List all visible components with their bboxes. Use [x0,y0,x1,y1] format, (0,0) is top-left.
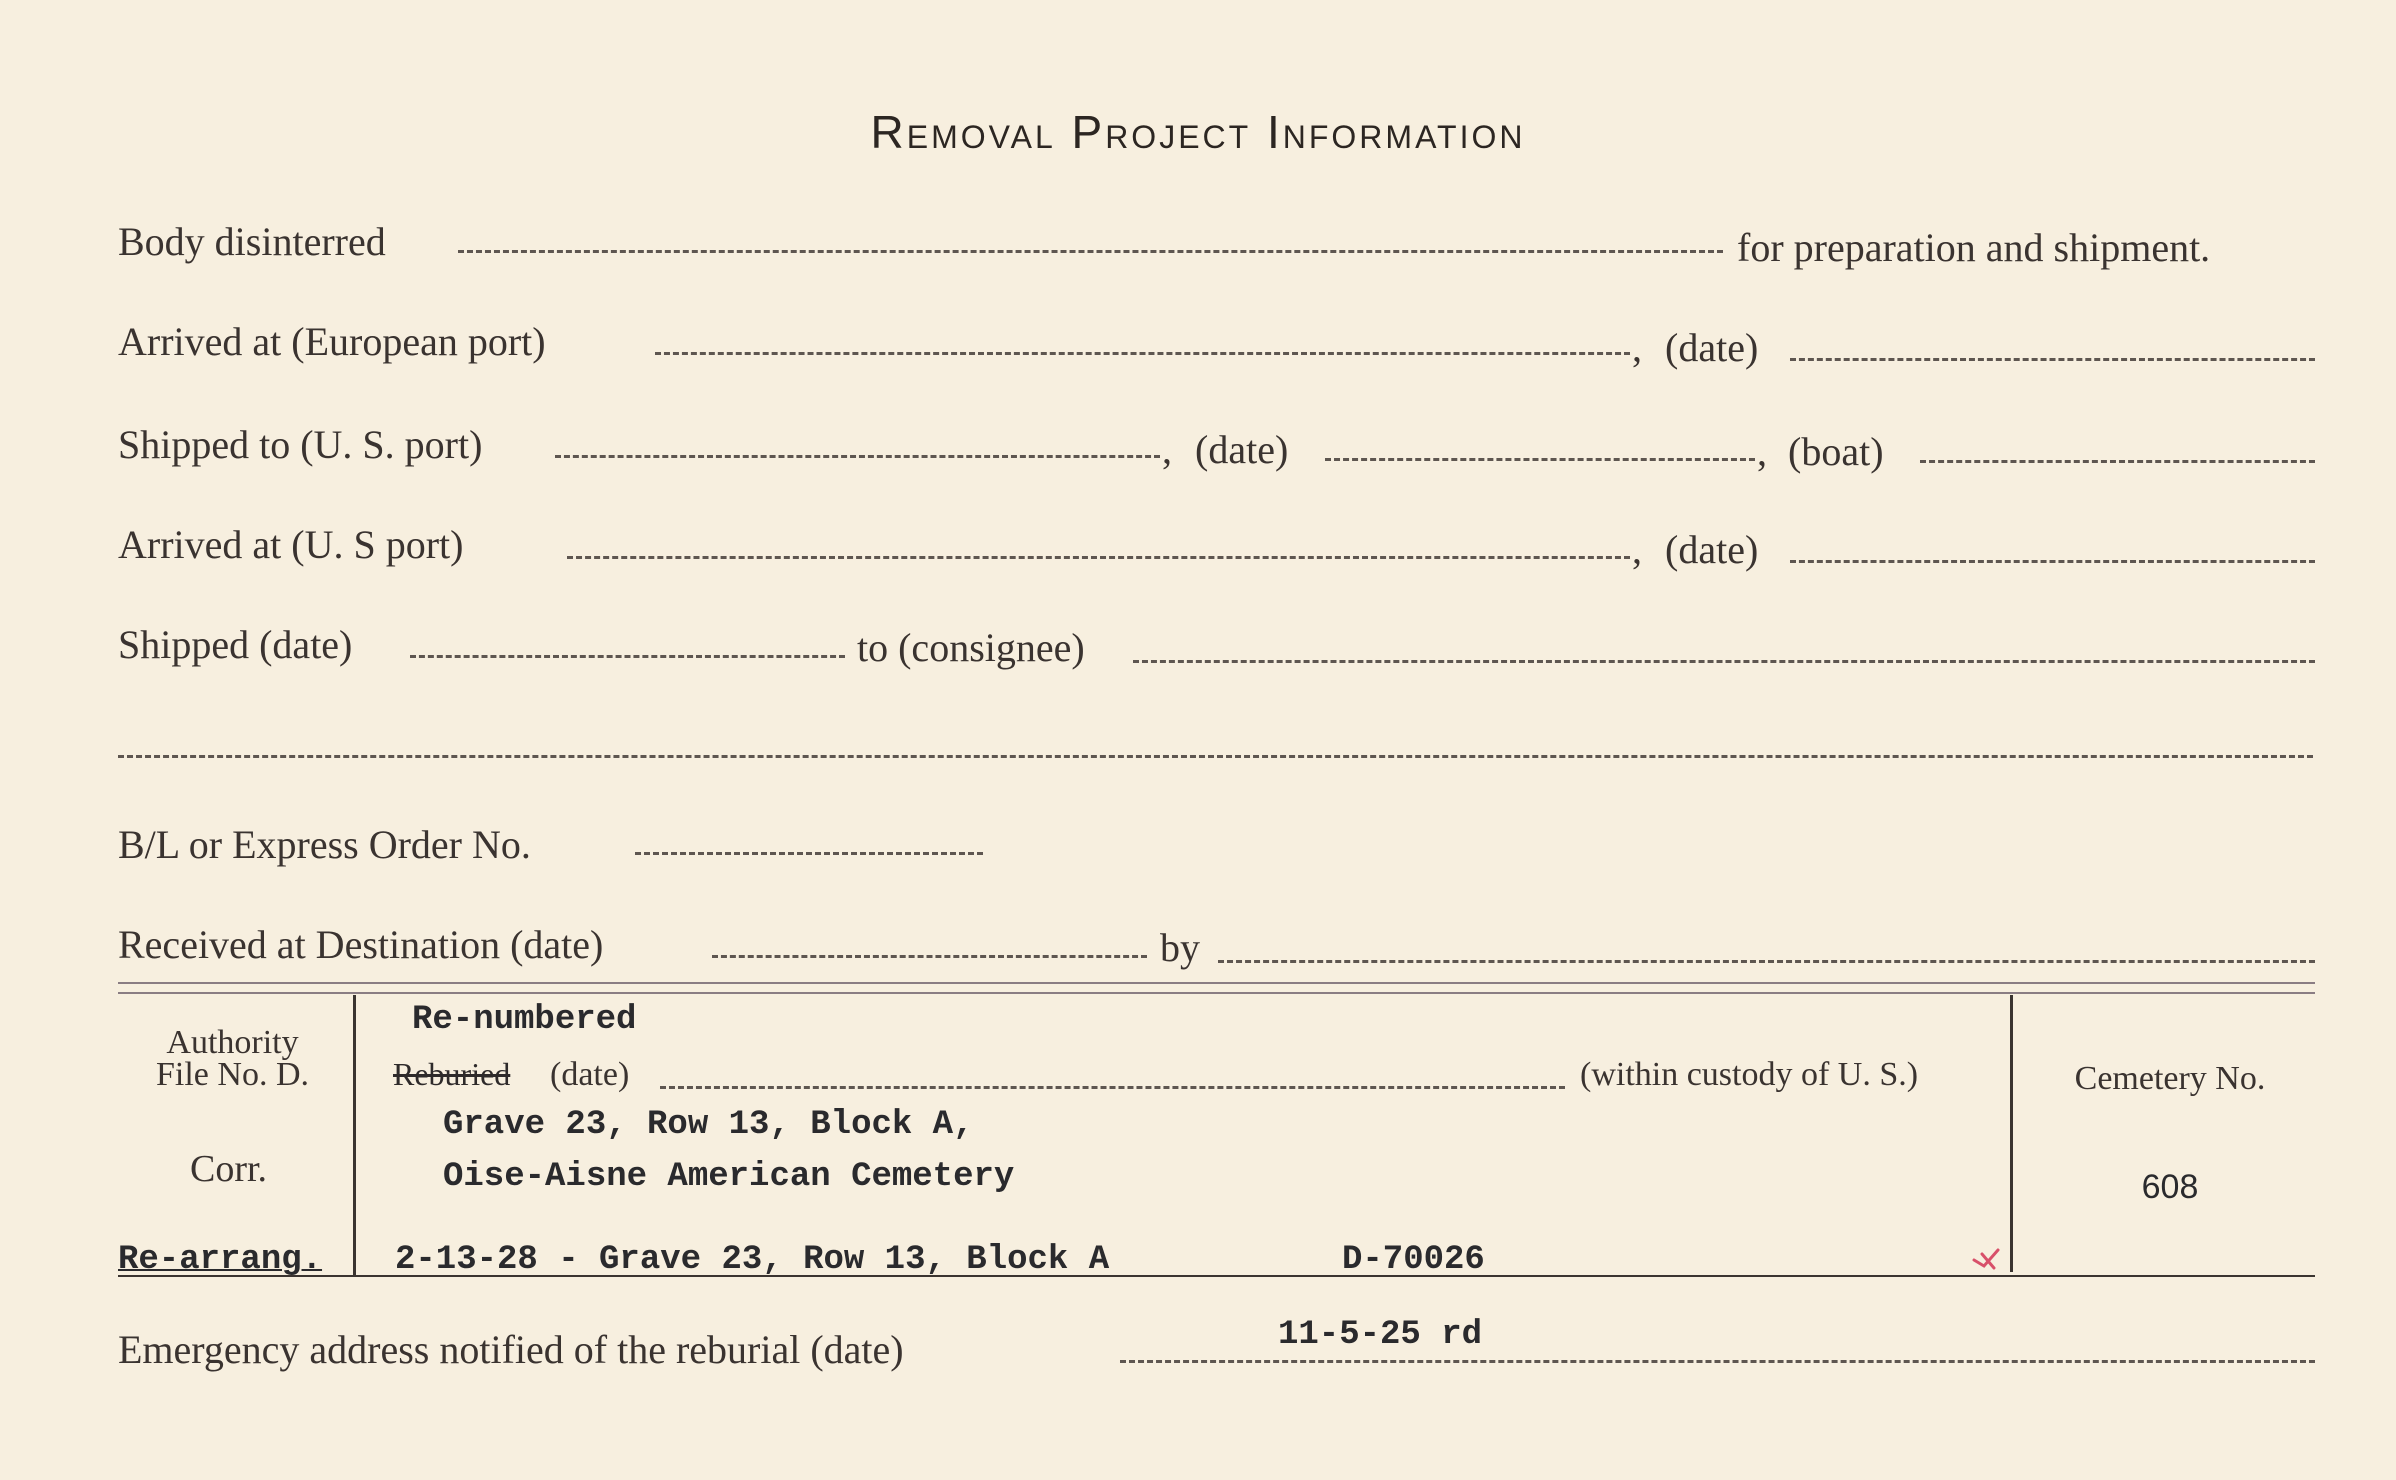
cemetery-no-value: 608 [2141,1168,2199,1206]
file-no-d-label: File No. D. [156,1056,309,1093]
shipped-date-field [410,655,845,658]
shipped-us-port-field [555,455,1160,458]
arrived-european-port-label: Arrived at (European port) [118,319,546,364]
arrived-us-port-label: Arrived at (U. S port) [118,522,464,567]
arrived-us-port-field [567,556,1630,559]
card-title: Removal Project Information [870,106,1526,158]
arrived-us-date-label: (date) [1665,527,1759,572]
received-destination-field [712,955,1147,958]
box-date-field [660,1086,1565,1089]
within-custody-label: (within custody of U. S.) [1580,1056,1919,1093]
rearrangement-file-no: D-70026 [1342,1241,1485,1279]
comma-4: , [1632,527,1642,572]
arrived-european-port-field [655,352,1630,355]
cemetery-name-typed: Oise-Aisne American Cemetery [443,1158,1015,1196]
comma-2: , [1162,427,1172,472]
authority-label: Authority [166,1024,299,1061]
boat-field [1920,460,2315,463]
emergency-date-typed: 11-5-25 rd [1278,1316,1483,1354]
box-right-divider [2010,995,2013,1272]
pencil-check-mark [1972,1246,2002,1270]
box-left-divider [353,995,356,1277]
to-consignee-label: to (consignee) [857,625,1085,670]
comma-1: , [1632,325,1642,370]
rearrangement-text: 2-13-28 - Grave 23, Row 13, Block A [395,1241,1110,1279]
consignee-field [1133,660,2315,663]
body-disinterred-field [458,250,1723,253]
consignee-continuation-field [118,755,2313,758]
arrived-us-date-field [1790,560,2315,563]
comma-3: , [1757,429,1767,474]
bl-express-field [635,852,983,855]
for-preparation-label: for preparation and shipment. [1737,225,2211,270]
emergency-address-label: Emergency address notified of the reburial (date) [118,1327,904,1372]
cemetery-no-label: Cemetery No. [2074,1060,2266,1097]
shipped-us-date-field [1325,458,1755,461]
bl-express-label: B/L or Express Order No. [118,822,531,867]
grave-location-typed: Grave 23, Row 13, Block A, [443,1106,974,1144]
received-by-field [1218,960,2315,963]
body-disinterred-label: Body disinterred [118,219,386,264]
renumbered-typed: Re-numbered [412,1001,637,1039]
box-top-rule-2 [118,992,2315,994]
rearrangement-label: Re-arrang. [118,1241,323,1279]
by-label: by [1160,925,1200,970]
arrived-european-date-field [1790,358,2315,361]
emergency-date-field [1120,1360,2315,1363]
received-destination-label: Received at Destination (date) [118,922,604,967]
shipped-date-label: Shipped (date) [118,622,353,667]
box-top-rule [118,982,2315,984]
corr-label: Corr. [190,1148,268,1190]
box-bottom-rule [118,1275,2315,1277]
arrived-european-date-label: (date) [1665,325,1759,370]
boat-label: (boat) [1788,429,1884,474]
shipped-us-date-label: (date) [1195,427,1289,472]
shipped-us-port-label: Shipped to (U. S. port) [118,422,483,467]
box-date-label: (date) [550,1056,630,1093]
reburied-struck-label: Reburied [393,1056,511,1092]
